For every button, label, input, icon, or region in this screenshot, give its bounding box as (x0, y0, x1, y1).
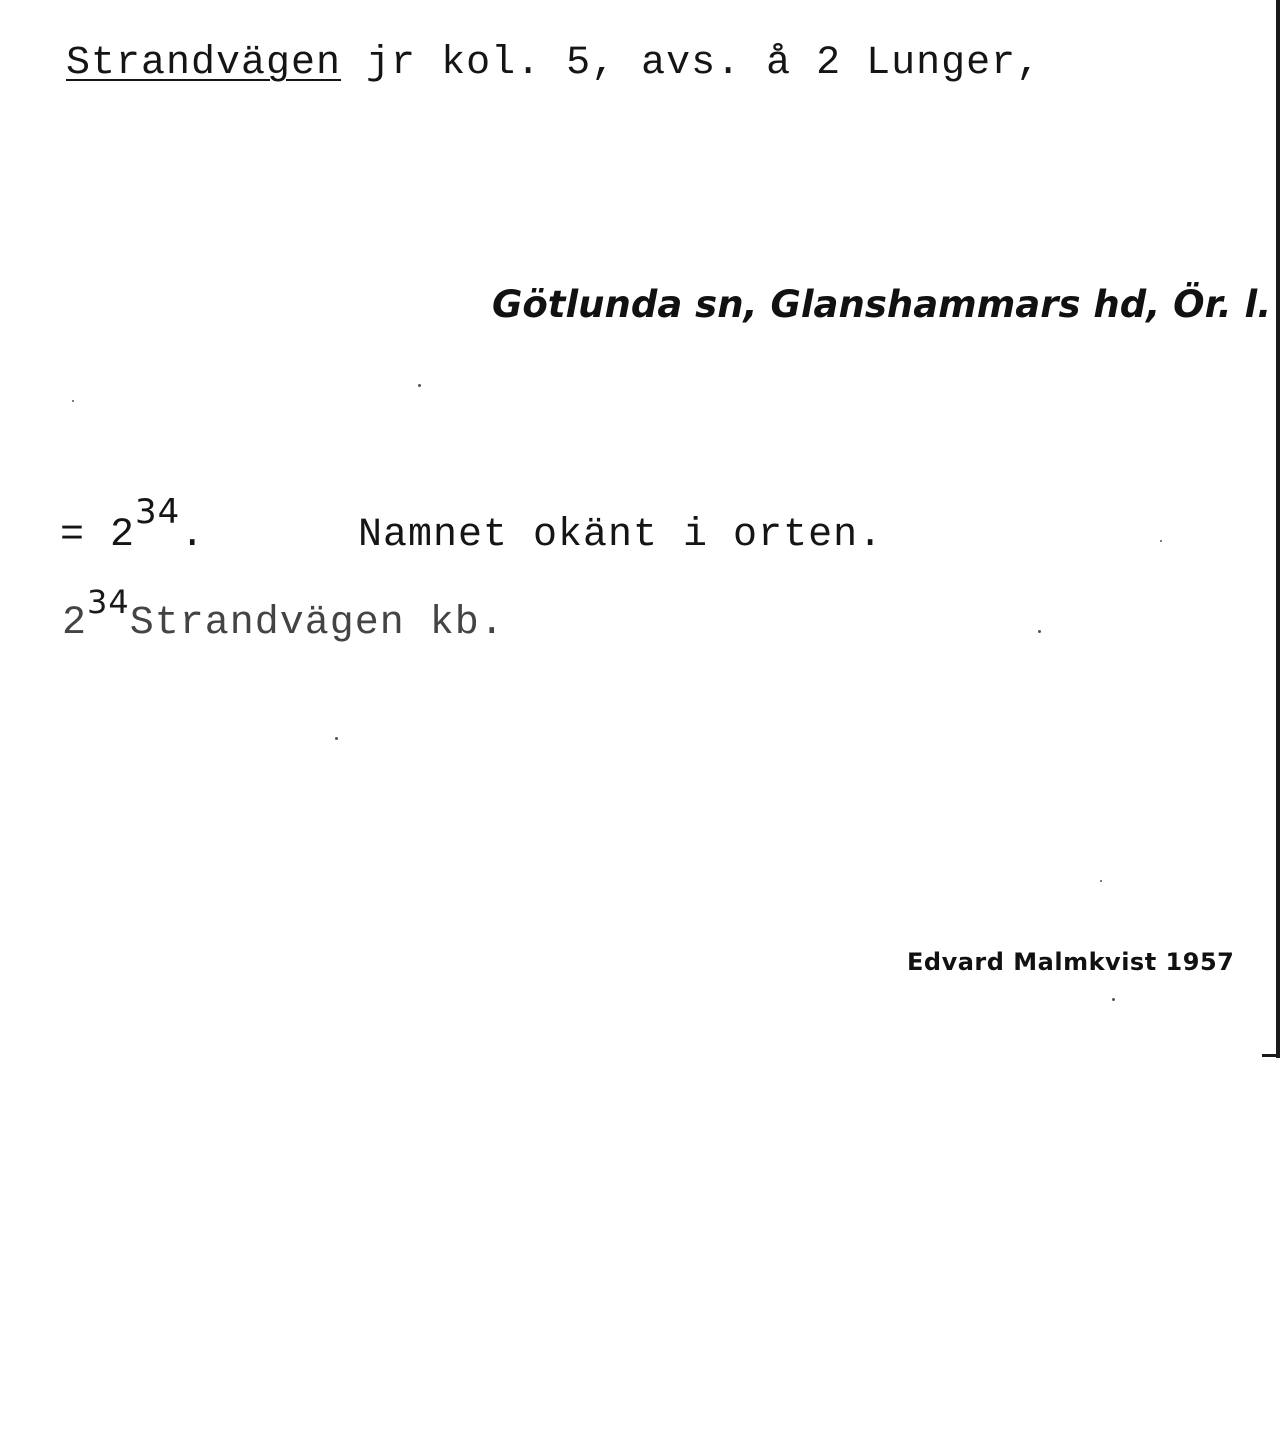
card-right-edge (1276, 0, 1280, 1058)
headword: Strandvägen (66, 41, 342, 86)
source-superscript: 34 (87, 583, 130, 621)
card-corner-edge (1262, 1054, 1280, 1057)
scan-speck (1160, 540, 1162, 542)
reference-note: Namnet okänt i orten. (358, 513, 884, 558)
source-base: 2 (62, 601, 88, 646)
reference-dot: . (180, 513, 206, 558)
reference-prefix: = 2 (60, 513, 136, 558)
source-text: Strandvägen kb. (129, 601, 505, 646)
collector: Edvard Malmkvist 1957 (907, 948, 1235, 976)
entry-description: jr kol. 5, avs. å 2 Lunger, (341, 41, 1042, 86)
scan-speck (335, 737, 338, 740)
scan-speck (72, 400, 74, 402)
scan-speck (418, 384, 421, 387)
scan-speck (1038, 630, 1041, 633)
scan-speck (1100, 880, 1102, 882)
source-line (62, 583, 505, 646)
reference-line (60, 492, 206, 558)
scan-speck (1112, 998, 1115, 1001)
entry-line (66, 41, 1042, 86)
locality: Götlunda sn, Glanshammars hd, Ör. l. (492, 283, 1272, 326)
reference-superscript: 34 (135, 492, 181, 532)
